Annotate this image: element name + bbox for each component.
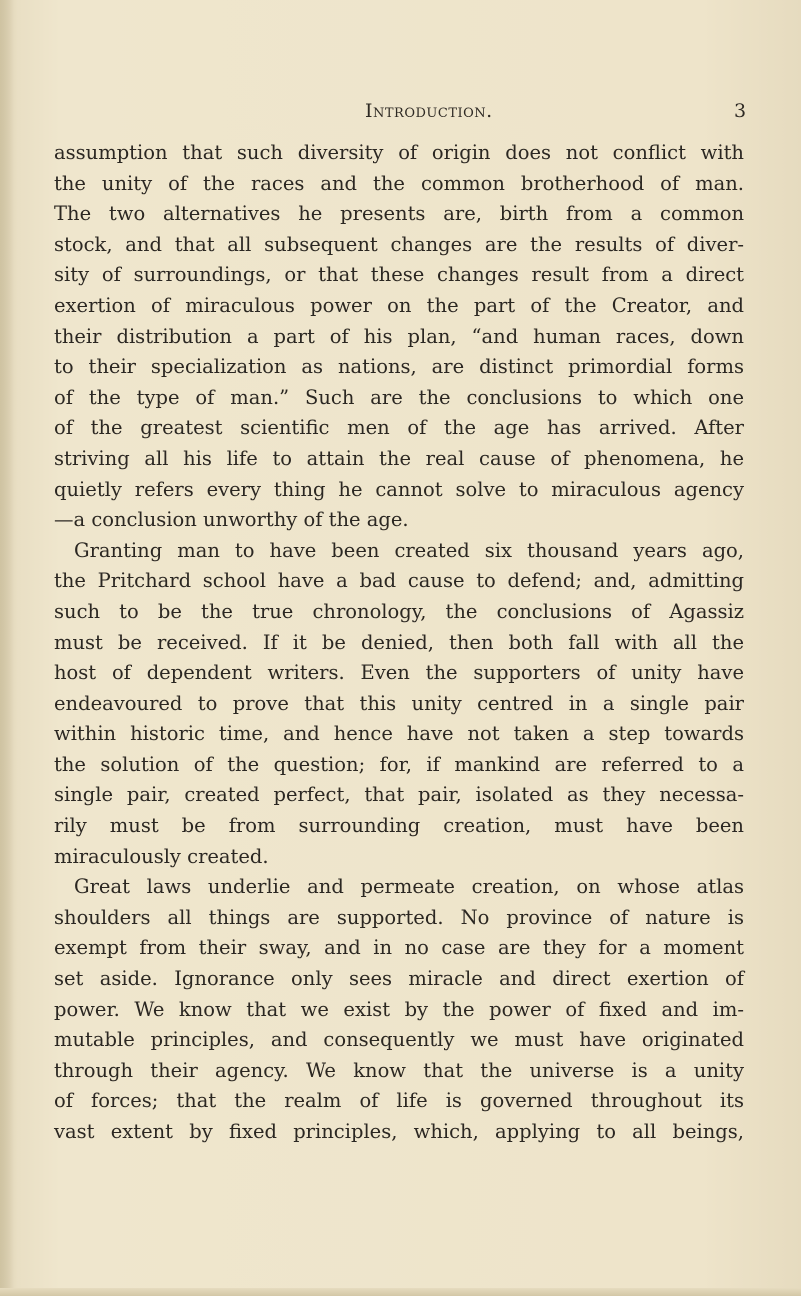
running-title: Introduction. [365,100,493,122]
text-line: sity of surroundings, or that these changes result from a direct [54,263,744,287]
text-line: stock, and that all subsequent changes are the results of diver- [54,232,744,256]
text-line: of the type of man.” Such are the conclusions to which one [54,385,744,409]
text-line: rily must be from surrounding creation, must have been [54,814,744,838]
text-line: striving all his life to attain the real cause of phenomena, he [54,446,744,470]
text-line: miraculously created. [54,844,269,868]
text-line: such to be the true chronology, the conclusions of Agassiz [54,599,744,623]
text-line: of the greatest scientific men of the age has arrived. After [54,416,744,440]
text-line: vast extent by fixed principles, which, applying to all beings, [54,1120,744,1143]
text-line: to their specialization as nations, are distinct primordial forms [54,355,744,379]
text-line: host of dependent writers. Even the supporters of unity have [54,661,744,685]
text-line: within historic time, and hence have not taken a step towards [54,722,744,746]
page-bottom-edge [0,1288,801,1296]
text-line: shoulders all things are supported. No province of nature is [54,905,744,929]
text-line: assumption that such diversity of origin does not conflict with [54,141,744,164]
text-line: quietly refers every thing he cannot solve to miraculous agency [54,477,744,501]
text-line: mutable principles, and consequently we must have originated [54,1028,744,1052]
text-line: set aside. Ignorance only sees miracle and direct exertion of [54,967,744,991]
text-line: —a conclusion unworthy of the age. [54,508,409,532]
text-line: The two alternatives he presents are, birth from a common [54,202,744,226]
text-line: endeavoured to prove that this unity centred in a single pair [54,691,744,715]
gutter-shadow [0,0,14,1296]
text-line: power. We know that we exist by the power of fixed and im- [54,997,744,1021]
text-line: the unity of the races and the common brotherhood of man. [54,171,744,195]
text-line: their distribution a part of his plan, “and human races, down [54,324,744,348]
text-line: single pair, created perfect, that pair, isolated as they necessa- [54,783,744,807]
page-header [0,100,801,130]
paragraph-start-line: Granting man to have been created six thousand years ago, [74,538,744,562]
text-line: exertion of miraculous power on the part of the Creator, and [54,293,744,317]
text-line: of forces; that the realm of life is governed throughout its [54,1089,744,1113]
page-number: 3 [734,100,747,122]
text-line: through their agency. We know that the universe is a unity [54,1058,744,1082]
paragraph-start-line: Great laws underlie and permeate creation, on whose atlas [74,875,744,899]
body-text [54,138,744,1148]
text-line: must be received. If it be denied, then both fall with all the [54,630,744,654]
text-line: exempt from their sway, and in no case are they for a moment [54,936,744,960]
text-line: the solution of the question; for, if mankind are referred to a [54,752,744,776]
text-line: the Pritchard school have a bad cause to defend; and, admitting [54,569,744,593]
